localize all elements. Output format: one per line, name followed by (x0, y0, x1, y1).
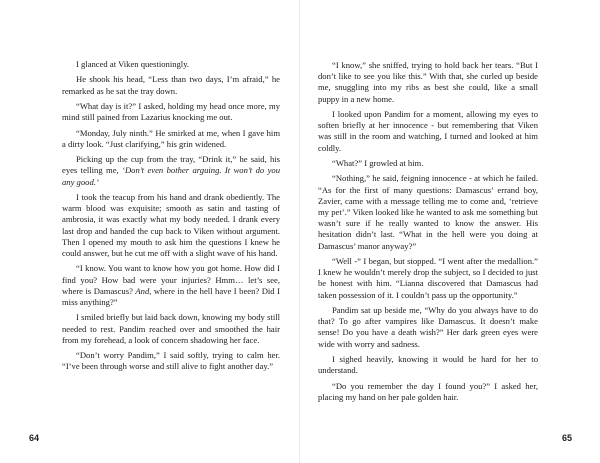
paragraph: I smiled briefly but laid back down, knowing my body still needed to rest. Pandim reached over and smoothed the hair from my forehead, a look of concern shadowing her face. (62, 312, 280, 345)
paragraph: “Monday, July ninth.” He smirked at me, when I gave him a dirty look. “Just clarifying,” his grin widened. (62, 127, 280, 149)
paragraph: “I know,” she sniffed, trying to hold back her tears. “But I don’t like to see you like this.” With that, she curled up beside me, snuggling into my ribs as best she could, like a small puppy in a new home. (318, 60, 538, 104)
page-number: 65 (561, 433, 572, 443)
paragraph: “Well -” I began, but stopped. “I went after the medallion.” I knew he wouldn’t merely drop the subject, so I decided to just be honest with him. “Lianna discovered that Damascus had taken possession of it. I couldn’t pass up the opportunity.” (318, 256, 538, 300)
paragraph: He shook his head, “Less than two days, I’m afraid,” he remarked as he sat the tray down. (62, 74, 280, 96)
italic-emphasis: And, (135, 285, 152, 296)
paragraph: I sighed heavily, knowing it would be hard for her to understand. (318, 354, 538, 376)
paragraph: I took the teacup from his hand and drank obediently. The warm blood was exquisite; smooth as satin and tasting of ambrosia, it was exactly what my body needed. I drank every last drop and handed the cup back to Viken without argument. Then I opened my mouth to ask him the questions I knew he could answer, but he cut me off with a slight wave of his hand. (62, 191, 280, 258)
paragraph: Picking up the cup from the tray, “Drink it,” he said, his eyes telling me, ‘Don’t even bother arguing. It won’t do you any good.’ (62, 154, 281, 187)
paragraph: “Nothing,” he said, feigning innocence - at which he failed. “As for the first of many questions: Damascus’ errand boy, Zavier, came with a message telling me to come and, ‘retrieve my pet’.” Viken looked like he wanted to ask me something but wasn’t sure if he really wanted to know the answer. His hesitation didn’t last. “What in the hell were you doing at Damascus’ manor anyway?” (318, 173, 538, 251)
paragraph: “What day is it?” I asked, holding my head once more, my mind still pained from Lazarius knocking me out. (62, 100, 280, 123)
paragraph: “I know. You want to know how you got home. How did I find you? How bad were your injuries? Hmm… let’s see, where is Damascus? And, where in the hell have I been? Did I miss anything?” (62, 263, 280, 307)
paragraph: I looked upon Pandim for a moment, allowing my eyes to soften briefly at her innocence - but remembering that Viken was still in the room and watching, I turned and looked at him coldly. (318, 109, 538, 153)
left-page-text (62, 59, 280, 377)
italic-thought: ‘Don’t even bother arguing. It won’t do you any good.’ (62, 165, 281, 187)
page-number: 64 (29, 433, 40, 443)
paragraph: “Don’t worry Pandim,” I said softly, trying to calm her. “I’ve been through worse and still alive to fight another day.” (62, 350, 280, 372)
paragraph: I glanced at Viken questioningly. (76, 59, 190, 69)
paragraph: “Do you remember the day I found you?” I asked her, placing my hand on her pale golden hair. (318, 380, 538, 402)
paragraph: “What?” I growled at him. (332, 158, 424, 168)
right-page-text (318, 60, 538, 407)
right-page (300, 0, 600, 463)
paragraph: Pandim sat up beside me, “Why do you always have to do that? To go after vampires like Damascus. It doesn’t make sense! Do you have a death wish?” Her dark green eyes were wide with worry and sadness. (318, 305, 538, 349)
